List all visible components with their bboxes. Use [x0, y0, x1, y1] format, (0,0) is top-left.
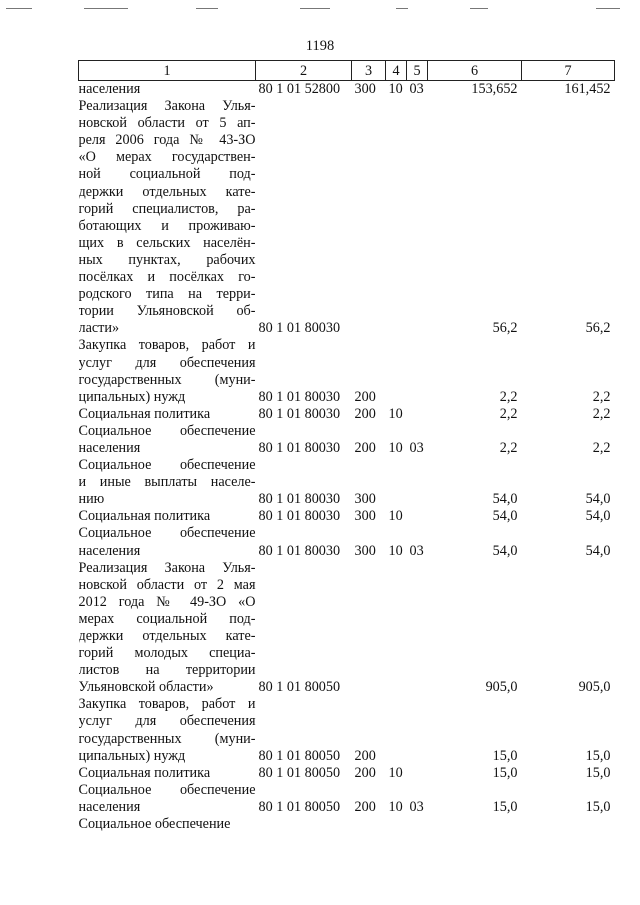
row-section: 10 [388, 81, 403, 97]
row-name-line: населения [78, 81, 141, 97]
row-code: 80 1 01 80030 [258, 491, 341, 508]
row-amount-2: 2,2 [592, 439, 611, 456]
row-code: 80 1 01 80050 [258, 798, 341, 815]
table-body [79, 81, 615, 834]
row-subsection: 03 [409, 542, 424, 559]
table-row [79, 525, 615, 559]
budget-table [78, 60, 615, 833]
header-col-5: 5 [407, 61, 428, 81]
row-expense-type: 200 [354, 747, 376, 764]
row-name [79, 765, 256, 782]
row-section: 10 [388, 798, 403, 815]
header-col-1: 1 [79, 61, 256, 81]
row-amount-1: 153,652 [471, 81, 518, 97]
row-expense-type [352, 98, 386, 337]
table-row [79, 423, 615, 457]
row-expense-type: 300 [354, 542, 376, 559]
row-expense-type [352, 816, 386, 833]
row-name-line: услуг для обеспечения [78, 354, 256, 371]
row-amount-1: 905,0 [485, 679, 518, 696]
row-name-line: ных пунктах, рабочих [78, 251, 256, 268]
row-section [386, 560, 407, 697]
row-name-line: Социальная политика [78, 764, 211, 781]
row-amount-1: 2,2 [499, 439, 518, 456]
row-name-line: мерах социальной под- [78, 610, 256, 627]
row-name-line: щих в сельских населён- [78, 234, 256, 251]
row-name-line: ботающих и проживаю- [78, 217, 256, 234]
row-name [79, 696, 256, 764]
row-name-line: листов на территории [78, 662, 256, 679]
table-row [79, 98, 615, 337]
row-section [386, 696, 407, 764]
row-subsection [407, 406, 428, 423]
row-name-line: Социальное обеспечение [78, 422, 256, 439]
row-code [256, 816, 352, 833]
row-name [79, 816, 256, 833]
header-col-7: 7 [522, 61, 615, 81]
row-name [79, 98, 256, 337]
row-name-line: населения [78, 439, 141, 456]
row-name-line: родского типа на терри- [78, 286, 256, 303]
row-subsection [407, 337, 428, 405]
row-name [79, 525, 256, 559]
page-number: 1198 [305, 38, 335, 54]
row-amount-2: 2,2 [592, 388, 611, 405]
row-name-line: услуг для обеспечения [78, 713, 256, 730]
row-code: 80 1 01 80030 [258, 320, 341, 337]
row-code: 80 1 01 52800 [258, 81, 341, 97]
row-amount-1: 54,0 [492, 542, 518, 559]
row-name-line: новской области от 2 мая [78, 576, 256, 593]
table-row [79, 560, 615, 697]
row-name-line: тории Ульяновской об- [78, 303, 256, 320]
row-name-line: горий молодых специа- [78, 645, 256, 662]
row-name-line: и иные выплаты населе- [78, 474, 256, 491]
row-amount-1 [428, 816, 522, 833]
table-row [79, 457, 615, 508]
row-subsection [407, 696, 428, 764]
row-amount-1: 15,0 [492, 798, 518, 815]
row-code: 80 1 01 80050 [258, 679, 341, 696]
row-section [386, 816, 407, 833]
row-section: 10 [388, 542, 403, 559]
row-name-line: посёлках и посёлках го- [78, 269, 256, 286]
row-name-line: держки отдельных кате- [78, 628, 256, 644]
row-name-line: нию [78, 491, 105, 508]
row-amount-2: 905,0 [578, 679, 611, 696]
row-name-line: 2012 года № 49-ЗО «О [78, 593, 256, 610]
row-amount-1: 15,0 [492, 747, 518, 764]
row-code: 80 1 01 80030 [258, 439, 341, 456]
row-amount-1: 54,0 [492, 491, 518, 508]
row-name-line: Социальное обеспечение [78, 816, 231, 833]
row-amount-2: 2,2 [592, 405, 611, 422]
row-expense-type: 300 [354, 491, 376, 508]
row-name-line: ципальных) нужд [78, 747, 186, 764]
row-name [79, 81, 256, 99]
table-row [79, 765, 615, 782]
row-name-line: государственных (муни- [78, 730, 256, 747]
row-expense-type: 300 [354, 81, 376, 97]
row-amount-2: 161,452 [564, 81, 611, 97]
table-row [79, 696, 615, 764]
row-expense-type: 200 [354, 764, 376, 781]
row-subsection: 03 [409, 81, 424, 97]
table-header [79, 61, 615, 81]
row-expense-type: 200 [354, 405, 376, 422]
row-amount-1: 2,2 [499, 388, 518, 405]
row-name-line: Социальное обеспечение [78, 781, 256, 798]
row-section [386, 337, 407, 405]
row-amount-2: 54,0 [585, 508, 611, 525]
row-expense-type: 300 [354, 508, 376, 525]
row-amount-2: 56,2 [585, 320, 611, 337]
row-amount-1: 15,0 [492, 764, 518, 781]
table-row [79, 81, 615, 99]
row-name-line: Социальное обеспечение [78, 457, 256, 474]
row-amount-2: 15,0 [585, 764, 611, 781]
table-row [79, 782, 615, 816]
row-subsection [407, 98, 428, 337]
row-name [79, 560, 256, 697]
row-subsection [407, 816, 428, 833]
row-subsection [407, 457, 428, 508]
row-subsection: 03 [409, 798, 424, 815]
row-name-line: ласти» [78, 320, 120, 337]
table-row [79, 337, 615, 405]
row-name-line: Социальная политика [78, 405, 211, 422]
row-section: 10 [388, 508, 403, 525]
row-name [79, 337, 256, 405]
row-code: 80 1 01 80050 [258, 747, 341, 764]
row-name-line: горий специалистов, ра- [78, 200, 256, 217]
scan-artifacts [0, 6, 640, 12]
row-name-line: населения [78, 798, 141, 815]
row-amount-2: 15,0 [585, 747, 611, 764]
row-amount-2 [522, 816, 615, 833]
row-expense-type: 200 [354, 439, 376, 456]
row-name [79, 406, 256, 423]
row-section: 10 [388, 439, 403, 456]
header-col-6: 6 [428, 61, 522, 81]
table-row [79, 508, 615, 525]
table-row [79, 816, 615, 833]
row-amount-1: 2,2 [499, 405, 518, 422]
row-subsection [407, 560, 428, 697]
row-expense-type: 200 [354, 388, 376, 405]
row-name-line: новской области от 5 ап- [78, 115, 256, 132]
row-amount-1: 56,2 [492, 320, 518, 337]
row-name [79, 508, 256, 525]
row-name-line: Закупка товаров, работ и [78, 696, 256, 713]
table-row [79, 406, 615, 423]
row-name-line: Социальное обеспечение [78, 525, 256, 542]
row-subsection: 03 [409, 439, 424, 456]
row-expense-type: 200 [354, 798, 376, 815]
row-amount-2: 54,0 [585, 491, 611, 508]
header-col-2: 2 [256, 61, 352, 81]
budget-table-sheet [78, 60, 614, 833]
header-col-4: 4 [386, 61, 407, 81]
row-name-line: Ульяновской области» [78, 679, 214, 696]
row-name [79, 423, 256, 457]
row-section [386, 98, 407, 337]
row-name-line: «О мерах государствен- [78, 149, 256, 166]
row-code: 80 1 01 80050 [258, 764, 341, 781]
row-name-line: Реализация Закона Улья- [78, 559, 256, 576]
row-code: 80 1 01 80030 [258, 508, 341, 525]
row-name-line: населения [78, 542, 141, 559]
row-subsection [407, 765, 428, 782]
row-name-line: Реализация Закона Улья- [78, 98, 256, 115]
row-name-line: держки отдельных кате- [78, 183, 256, 200]
row-section: 10 [388, 405, 403, 422]
row-code: 80 1 01 80030 [258, 388, 341, 405]
row-amount-1: 54,0 [492, 508, 518, 525]
row-code: 80 1 01 80030 [258, 542, 341, 559]
row-expense-type [352, 560, 386, 697]
row-subsection [407, 508, 428, 525]
header-col-3: 3 [352, 61, 386, 81]
row-name [79, 457, 256, 508]
row-section: 10 [388, 764, 403, 781]
row-name [79, 782, 256, 816]
row-name-line: реля 2006 года № 43-ЗО [78, 132, 256, 149]
row-amount-2: 15,0 [585, 798, 611, 815]
row-name-line: государственных (муни- [78, 371, 256, 388]
row-name-line: ной социальной под- [78, 166, 256, 183]
row-name-line: Закупка товаров, работ и [78, 337, 256, 354]
row-code: 80 1 01 80030 [258, 405, 341, 422]
row-name-line: Социальная политика [78, 508, 211, 525]
row-section [386, 457, 407, 508]
row-amount-2: 54,0 [585, 542, 611, 559]
row-name-line: ципальных) нужд [78, 388, 186, 405]
